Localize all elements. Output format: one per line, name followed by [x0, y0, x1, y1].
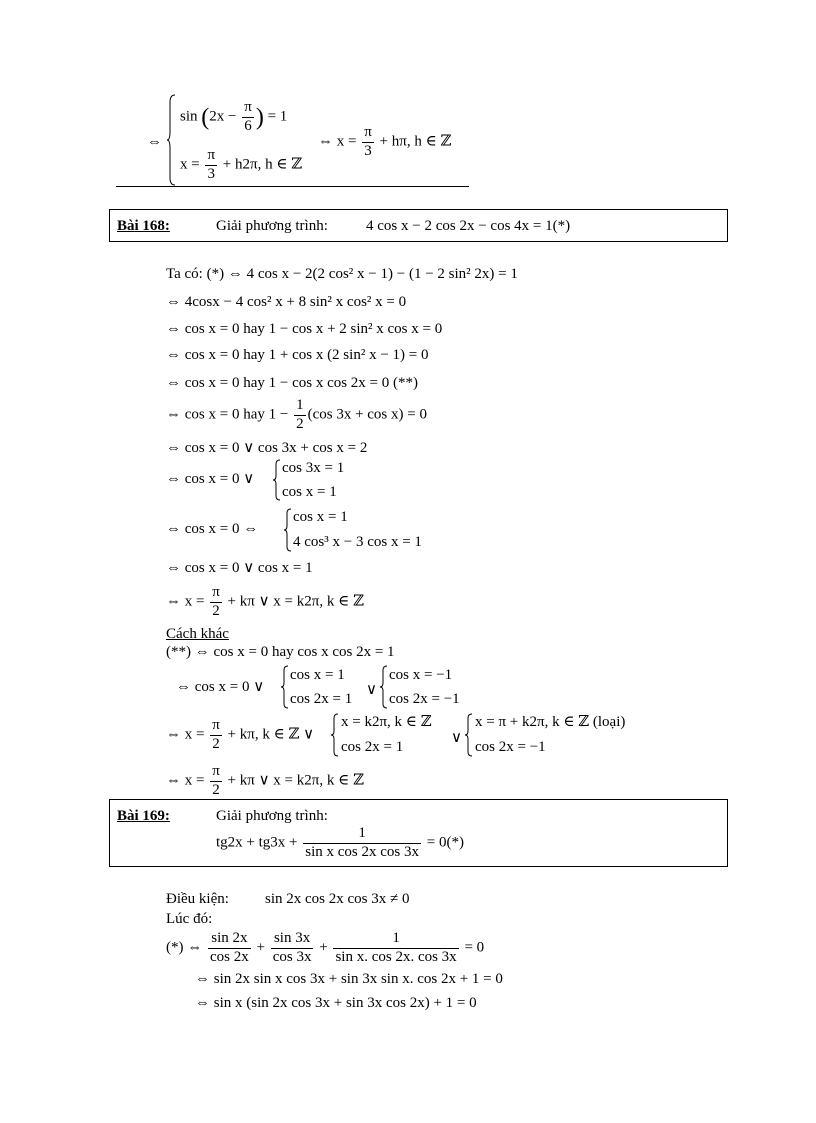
- top-system-line1: sin (2x − $\frac{\pi}{6}$ ) = 1: [180, 99, 288, 134]
- bai168-line5: ⇔ cos x = 0 hay 1 − cos x cos 2x = 0 (**): [166, 375, 419, 391]
- alt-line4: ⇔ x = $\frac{\pi}{2}$ + kπ ∨ x = k2π, k ∈ ℤ: [166, 763, 364, 798]
- bai169-step3: ⇔ sin x (sin 2x cos 3x + sin 3x cos 2x) + 1 = 0: [195, 995, 477, 1011]
- bai168-line9-sys1: cos x = 1: [293, 509, 348, 525]
- alt-line3-sys2: cos 2x = 1: [341, 739, 404, 755]
- top-divider: [116, 186, 469, 187]
- bai168-line9-sys2: 4 cos³ x − 3 cos x = 1: [293, 534, 422, 550]
- bai168-line6: ⇔ cos x = 0 hay 1 − $\frac{1}{2}$ (cos 3x + cos x) = 0: [166, 397, 427, 432]
- bai168-line9-lead: ⇔ cos x = 0 ⇔: [166, 521, 259, 537]
- alt-line3-or: ∨: [451, 730, 462, 746]
- bai169-luc-do: Lúc đó:: [166, 911, 213, 927]
- bai168-line8-sys1: cos 3x = 1: [282, 460, 345, 476]
- alt-line2-brace1: [280, 665, 289, 712]
- top-system-brace: [166, 94, 176, 189]
- bai169-statement-eq: tg2x + tg3x + $\frac{1}{\text{sin x cos 2x cos 3x}}$ = 0(*): [216, 825, 464, 860]
- bai168-line8-sys2: cos x = 1: [282, 484, 337, 500]
- top-system-line2: x = $\frac{\pi}{3}$ + h2π, h ∈ ℤ: [180, 147, 303, 182]
- alt-line2-sys3: cos x = −1: [389, 667, 453, 683]
- bai168-line9-brace: [283, 508, 292, 555]
- alt-line2-sys1: cos x = 1: [290, 667, 345, 683]
- bai169-label: Bài 169:: [117, 808, 170, 824]
- bai168-statement-prefix: Giải phương trình:: [216, 218, 328, 234]
- alt-line2-or: ∨: [366, 682, 377, 698]
- alt-line2-brace2: [379, 665, 388, 712]
- bai168-line3: ⇔ cos x = 0 hay 1 − cos x + 2 sin² x cos x = 0: [166, 321, 443, 337]
- alt-line3-brace1: [330, 713, 339, 760]
- bai169-statement-prefix: Giải phương trình:: [216, 808, 328, 824]
- bai168-line8-lead: ⇔ cos x = 0 ∨: [166, 471, 255, 487]
- bai168-line10: ⇔ cos x = 0 ∨ cos x = 1: [166, 560, 313, 576]
- bai169-condition-label: Điều kiện:: [166, 891, 229, 907]
- bai168-label: Bài 168:: [117, 218, 170, 234]
- bai168-line7: ⇔ cos x = 0 ∨ cos 3x + cos x = 2: [166, 440, 368, 456]
- alt-line3-sys3: x = π + k2π, k ∈ ℤ (loại): [475, 714, 626, 730]
- bai168-line11: ⇔ x = $\frac{\pi}{2}$ + kπ ∨ x = k2π, k ∈ ℤ: [166, 584, 364, 619]
- bai169-step2: ⇔ sin 2x sin x cos 3x + sin 3x sin x. cos 2x + 1 = 0: [195, 971, 503, 987]
- top-result: ⇔ x = $\frac{\pi}{3}$ + hπ, h ∈ ℤ: [318, 124, 452, 159]
- bai169-condition: sin 2x cos 2x cos 3x ≠ 0: [265, 891, 410, 907]
- bai169-step1: (*) ⇔ $\frac{\sin 2x}{\cos 2x}$ + $\frac{\sin 3x}{\cos 3x}$ + $\frac{1}{\text{sin x. cos 2x. cos 3x}}$ = 0: [166, 930, 485, 965]
- bai168-line1: Ta có: (*) ⇔ 4 cos x − 2(2 cos² x − 1) − (1 − 2 sin² 2x) = 1: [166, 266, 518, 282]
- top-arrow: ⇔: [147, 134, 162, 150]
- bai168-line4: ⇔ cos x = 0 hay 1 + cos x (2 sin² x − 1) = 0: [166, 347, 429, 363]
- bai168-statement-eq: 4 cos x − 2 cos 2x − cos 4x = 1(*): [366, 218, 571, 234]
- bai169-box: [109, 799, 728, 867]
- alt-line1: (**) ⇔ cos x = 0 hay cos x cos 2x = 1: [166, 644, 395, 660]
- alt-method-title: Cách khác: [166, 626, 229, 642]
- alt-line3-lead: ⇔ x = $\frac{\pi}{2}$ + kπ, k ∈ ℤ ∨: [166, 717, 315, 752]
- bai168-line2: ⇔ 4cosx − 4 cos² x + 8 sin² x cos² x = 0: [166, 294, 407, 310]
- alt-line2-sys4: cos 2x = −1: [389, 691, 460, 707]
- alt-line2-lead: ⇔ cos x = 0 ∨: [176, 679, 265, 695]
- alt-line3-sys4: cos 2x = −1: [475, 739, 546, 755]
- alt-line2-sys2: cos 2x = 1: [290, 691, 353, 707]
- bai168-box: [109, 209, 728, 242]
- bai168-line8-brace: [272, 459, 281, 504]
- alt-line3-sys1: x = k2π, k ∈ ℤ: [341, 714, 432, 730]
- alt-line3-brace2: [464, 713, 473, 760]
